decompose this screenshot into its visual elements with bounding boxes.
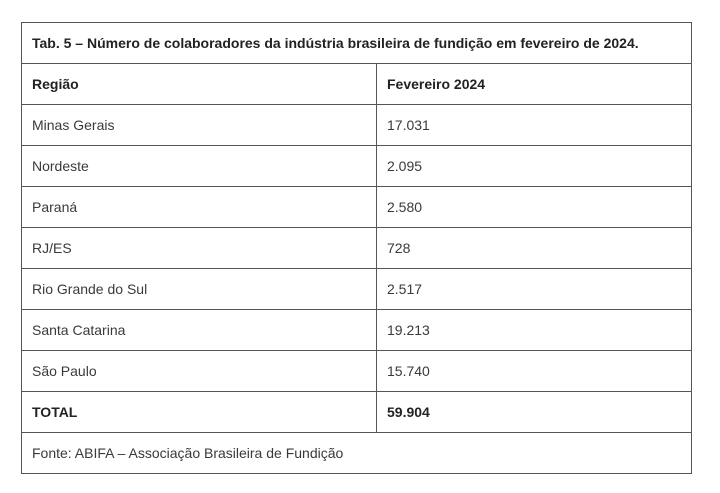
table-row [22,146,692,187]
table-title-row [22,23,692,64]
table-source-row [22,433,692,474]
table-row [22,105,692,146]
table-row [22,228,692,269]
region-cell: Minas Gerais [22,105,377,146]
region-cell: Paraná [22,187,377,228]
total-value: 59.904 [377,392,692,433]
header-region: Região [22,64,377,105]
value-cell: 15.740 [377,351,692,392]
data-table-container [21,22,691,474]
table-row [22,351,692,392]
table-title: Tab. 5 – Número de colaboradores da indústria brasileira de fundição em fevereiro de 2024. [22,23,692,64]
value-cell: 2.580 [377,187,692,228]
region-cell: Rio Grande do Sul [22,269,377,310]
value-cell: 17.031 [377,105,692,146]
table-header-row [22,64,692,105]
value-cell: 2.517 [377,269,692,310]
value-cell: 2.095 [377,146,692,187]
table-row [22,269,692,310]
total-label: TOTAL [22,392,377,433]
region-cell: Nordeste [22,146,377,187]
region-cell: Santa Catarina [22,310,377,351]
header-february-2024: Fevereiro 2024 [377,64,692,105]
table-row [22,187,692,228]
value-cell: 19.213 [377,310,692,351]
region-cell: RJ/ES [22,228,377,269]
collaborators-table [21,22,692,474]
table-source: Fonte: ABIFA – Associação Brasileira de Fundição [22,433,692,474]
value-cell: 728 [377,228,692,269]
table-row [22,310,692,351]
table-total-row [22,392,692,433]
region-cell: São Paulo [22,351,377,392]
